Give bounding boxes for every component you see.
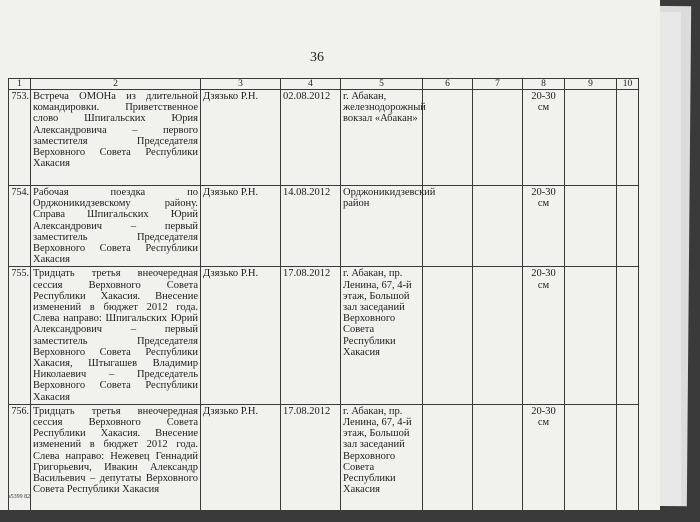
row-number: 754.	[9, 186, 31, 267]
row-date: 02.08.2012	[281, 90, 341, 186]
page-number: 36	[310, 50, 324, 65]
row-number: 756.	[9, 404, 31, 520]
row-empty-cell	[473, 90, 523, 186]
catalog-table	[8, 78, 639, 521]
row-empty-cell	[565, 90, 617, 186]
row-empty-cell	[617, 267, 639, 404]
row-author: Дзязько Р.Н.	[201, 90, 281, 186]
row-empty-cell	[423, 404, 473, 520]
row-empty-cell	[423, 90, 473, 186]
row-empty-cell	[423, 267, 473, 404]
row-empty-cell	[473, 186, 523, 267]
row-date: 17.08.2012	[281, 404, 341, 520]
row-author: Дзязько Р.Н.	[201, 267, 281, 404]
row-empty-cell	[565, 186, 617, 267]
table-row	[9, 267, 639, 404]
column-header: 9	[565, 79, 617, 90]
column-header: 10	[617, 79, 639, 90]
row-place: г. Абакан, пр. Ленина, 67, 4-й этаж, Большой зал заседаний Верховного Совета Республики Хакасия	[341, 404, 423, 520]
row-empty-cell	[473, 267, 523, 404]
table-row	[9, 404, 639, 520]
row-place: г. Абакан, железнодорожный вокзал «Абакан»	[341, 90, 423, 186]
row-length: 20-30 см	[523, 90, 565, 186]
column-header: 6	[423, 79, 473, 90]
column-header: 8	[523, 79, 565, 90]
row-length: 20-30 см	[523, 186, 565, 267]
row-empty-cell	[473, 404, 523, 520]
row-place: г. Абакан, пр. Ленина, 67, 4-й этаж, Большой зал заседаний Верховного Совета Республики Хакасия	[341, 267, 423, 404]
row-empty-cell	[617, 404, 639, 520]
row-description: Встреча ОМОНа из длительной командировки. Приветственное слово Шпигальских Юрия Александровича – первого заместителя Председателя Верховного Совета Республики Хакасия	[31, 90, 201, 186]
column-header: 2	[31, 79, 201, 90]
row-length: 20-30 см	[523, 267, 565, 404]
row-author: Дзязько Р.Н.	[201, 404, 281, 520]
column-header: 7	[473, 79, 523, 90]
archive-mark: а5399 82	[8, 494, 31, 500]
row-empty-cell	[617, 90, 639, 186]
row-number: 753.	[9, 90, 31, 186]
row-date: 14.08.2012	[281, 186, 341, 267]
row-empty-cell	[565, 404, 617, 520]
row-date: 17.08.2012	[281, 267, 341, 404]
row-place: Орджоникидзевский район	[341, 186, 423, 267]
row-empty-cell	[565, 267, 617, 404]
table-row	[9, 90, 639, 186]
column-header: 1	[9, 79, 31, 90]
table-row	[9, 186, 639, 267]
row-length: 20-30 см	[523, 404, 565, 520]
row-author: Дзязько Р.Н.	[201, 186, 281, 267]
column-number-row	[9, 79, 639, 90]
row-description: Тридцать третья внеочередная сессия Верховного Совета Республики Хакасия. Внесение изменений в бюджет 2012 года. Слева направо: Нежевец Геннадий Григорьевич, Ивакин Александр Васильевич – депутаты Верховного Совета Республики Хакасия	[31, 404, 201, 520]
column-header: 4	[281, 79, 341, 90]
row-description: Тридцать третья внеочередная сессия Верховного Совета Республики Хакасия. Внесение изменений в бюджет 2012 года. Слева направо: Шпигальских Юрий Александрович – первый заместитель Председателя Верховного Совета Республики Хакасия, Штыгашев Владимир Николаевич – Председатель Верховного Совета Республики Хакасия	[31, 267, 201, 404]
row-empty-cell	[617, 186, 639, 267]
column-header: 3	[201, 79, 281, 90]
row-description: Рабочая поездка по Орджоникидзевскому району. Справа Шпигальских Юрий Александрович – первый заместитель Председателя Верховного Совета Республики Хакасия	[31, 186, 201, 267]
row-number: 755.	[9, 267, 31, 404]
column-header: 5	[341, 79, 423, 90]
